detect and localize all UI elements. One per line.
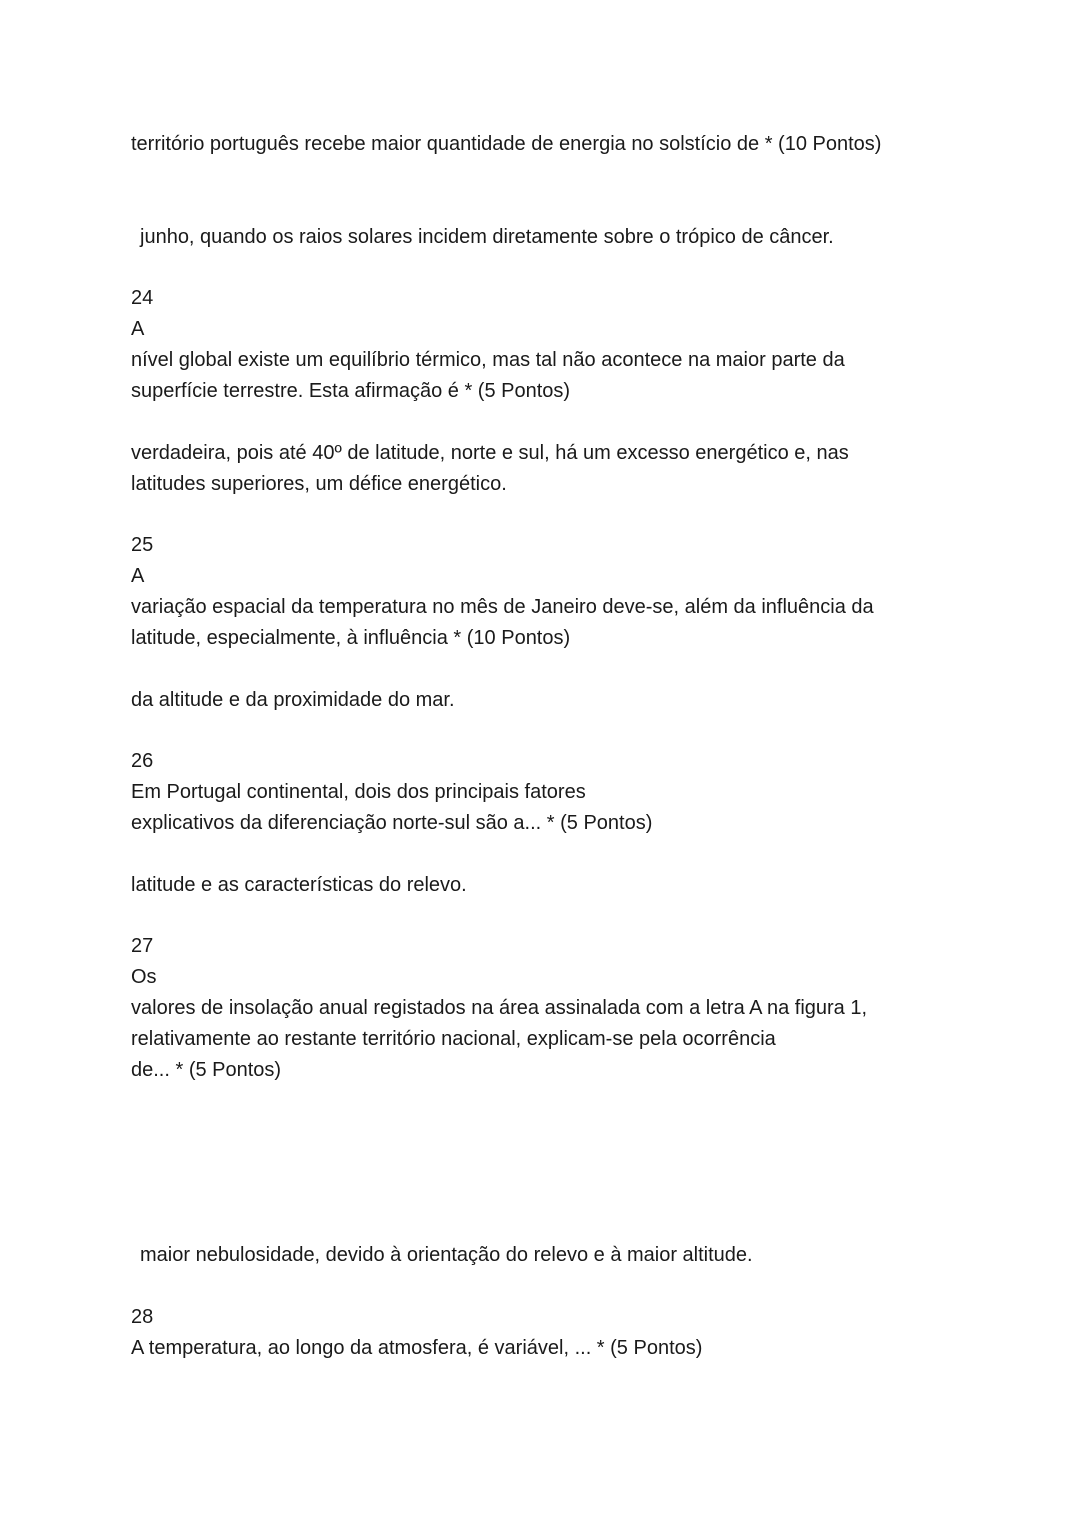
question-number: 24	[131, 287, 154, 309]
question-text: território português recebe maior quantidade de energia no solstício de * (10 Pontos)	[131, 133, 882, 155]
question-text: variação espacial da temperatura no mês de Janeiro deve-se, além da influência da	[131, 596, 874, 618]
question-text: relativamente ao restante território nacional, explicam-se pela ocorrência	[131, 1028, 776, 1050]
question-text: valores de insolação anual registados na área assinalada com a letra A na figura 1,	[131, 997, 868, 1019]
question-text: nível global existe um equilíbrio térmico, mas tal não acontece na maior parte da	[131, 349, 845, 371]
question-number: 28	[131, 1306, 154, 1328]
answer-text: da altitude e da proximidade do mar.	[131, 689, 455, 711]
answer-text: latitude e as características do relevo.	[131, 874, 467, 896]
question-text: A	[131, 565, 145, 587]
question-number: 27	[131, 935, 154, 957]
answer-text: maior nebulosidade, devido à orientação do relevo e à maior altitude.	[140, 1244, 753, 1266]
question-text: superfície terrestre. Esta afirmação é * (5 Pontos)	[131, 380, 571, 402]
question-number: 25	[131, 534, 154, 556]
question-text: de... * (5 Pontos)	[131, 1059, 282, 1081]
question-text: A temperatura, ao longo da atmosfera, é variável, ... * (5 Pontos)	[131, 1337, 703, 1359]
question-text: Os	[131, 966, 157, 988]
question-text: A	[131, 318, 145, 340]
question-text: Em Portugal continental, dois dos principais fatores	[131, 781, 586, 803]
question-text: explicativos da diferenciação norte-sul são a... * (5 Pontos)	[131, 812, 653, 834]
question-number: 26	[131, 750, 154, 772]
answer-text: junho, quando os raios solares incidem diretamente sobre o trópico de câncer.	[140, 226, 834, 248]
answer-text: verdadeira, pois até 40º de latitude, norte e sul, há um excesso energético e, nas	[131, 442, 849, 464]
question-text: latitude, especialmente, à influência * (10 Pontos)	[131, 627, 571, 649]
answer-text: latitudes superiores, um défice energético.	[131, 473, 507, 495]
